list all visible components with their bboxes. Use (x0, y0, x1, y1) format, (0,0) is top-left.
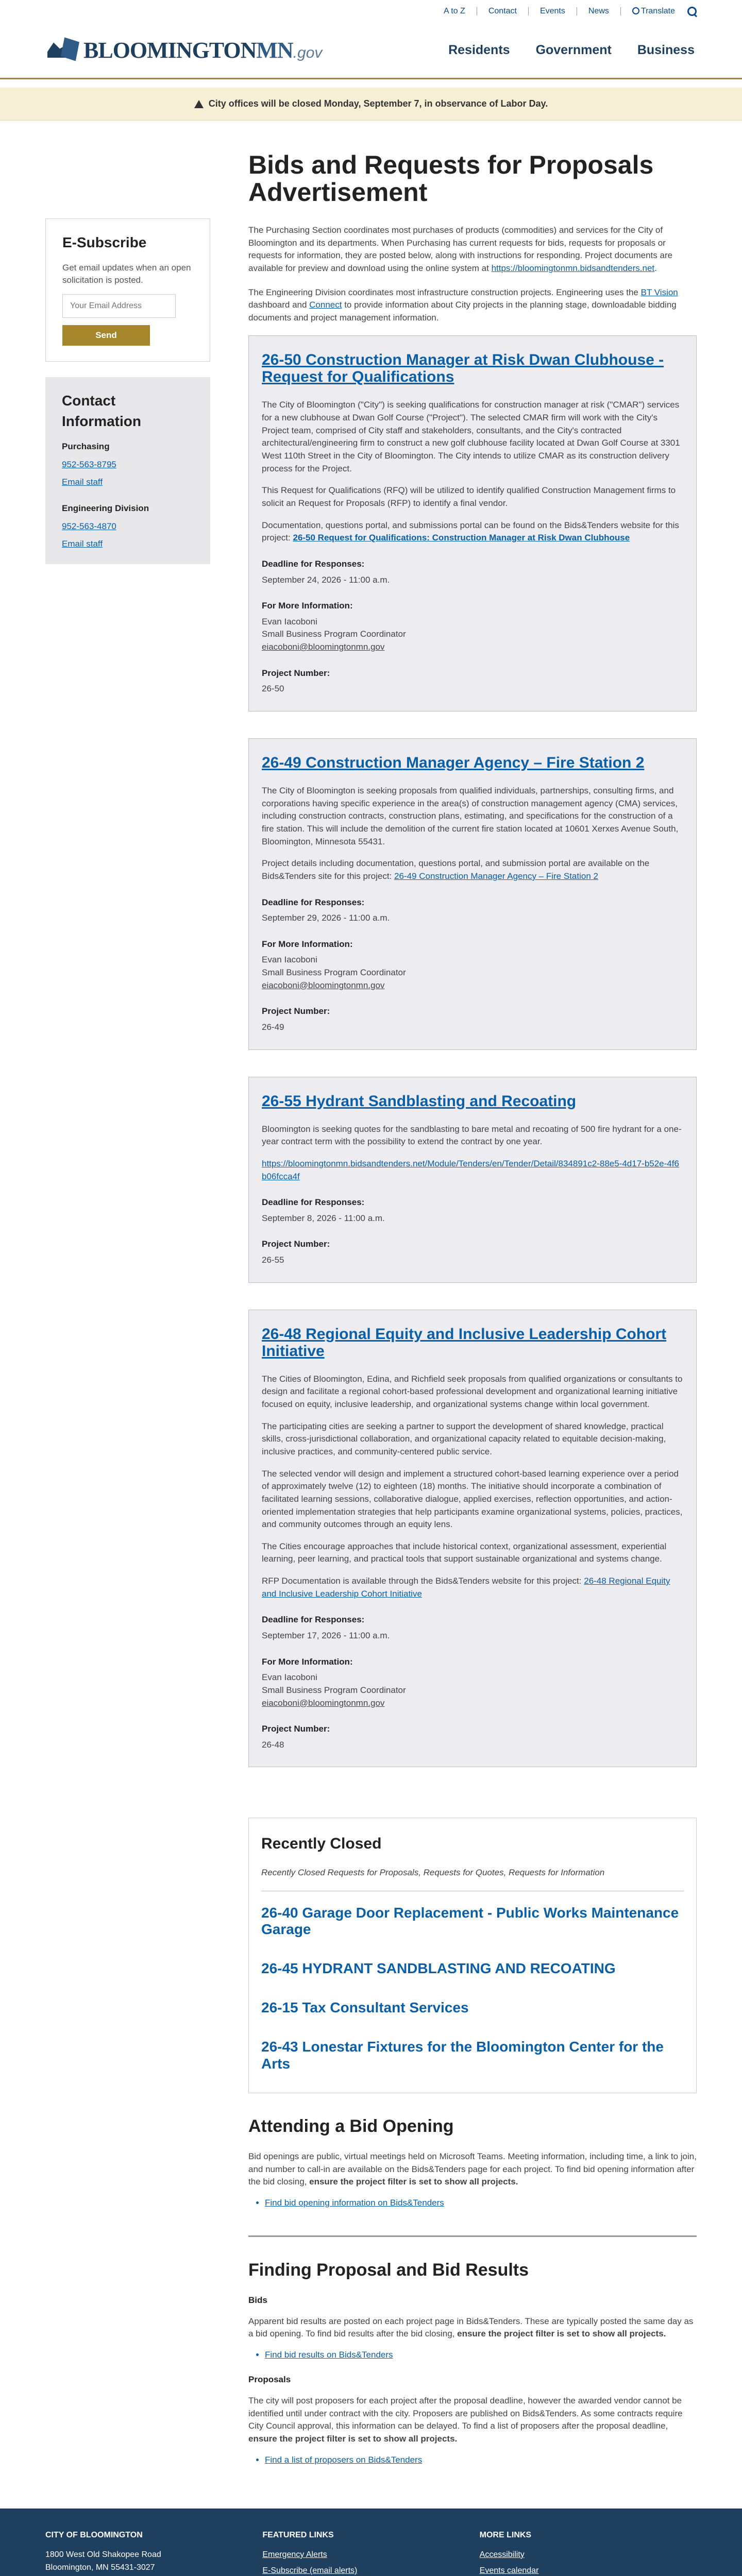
contact-email-link[interactable]: eiacoboni@bloomingtonmn.gov (262, 980, 385, 990)
footer-city-name: CITY OF BLOOMINGTON (45, 2531, 143, 2540)
footer-link[interactable]: Events calendar (479, 2566, 539, 2575)
translate-button[interactable] (632, 5, 675, 17)
logo-state: MN (256, 37, 293, 63)
attending-section (248, 2114, 697, 2237)
bid-document-link[interactable]: 26-50 Request for Qualifications: Construction Manager at Risk Dwan Clubhouse (293, 533, 630, 543)
contact-email-link[interactable]: eiacoboni@bloomingtonmn.gov (262, 642, 385, 652)
list-item (265, 2454, 697, 2467)
more-links-title: MORE LINKS (479, 2531, 532, 2540)
results-section (248, 2258, 697, 2467)
project-number-value: 26-55 (262, 1255, 284, 1265)
intro-text: to provide information about City projects in the planning stage, downloadable bidding documents and project management information. (248, 300, 677, 323)
contact-email-link[interactable]: eiacoboni@bloomingtonmn.gov (262, 1698, 385, 1708)
deadline-label: Deadline for Responses: (262, 1615, 365, 1625)
bid-card (248, 1077, 697, 1283)
deadline-label: Deadline for Responses: (262, 558, 365, 569)
contact-name: Evan Iacoboni (262, 1672, 317, 1683)
bid-text: Documentation, questions portal, and submissions portal can be found on the Bids&Tenders website for this project: (262, 520, 679, 543)
results-title: Finding Proposal and Bid Results (248, 2260, 529, 2280)
main-content (248, 151, 697, 2472)
logo-suffix: .gov (293, 44, 323, 61)
intro (248, 224, 697, 324)
connect-link[interactable]: Connect (309, 300, 342, 310)
footer-address: Bloomington, MN 55431-3027 (45, 2563, 155, 2572)
utility-divider (620, 7, 621, 15)
featured-links-title: FEATURED LINKS (262, 2531, 334, 2540)
more-info-label: For More Information: (262, 1656, 353, 1667)
globe-icon (632, 7, 639, 14)
send-button[interactable]: Send (62, 325, 150, 346)
logo-text (83, 34, 322, 67)
deadline-value: September 8, 2026 - 11:00 a.m. (262, 1213, 385, 1223)
bid-description: This Request for Qualifications (RFQ) will be utilized to identify qualified Construction Management firms to solicit an Request for Proposals (RFP) to identify a final vendor. (262, 485, 676, 508)
deadline-value: September 24, 2026 - 11:00 a.m. (262, 574, 390, 585)
bid-description: The selected vendor will design and implement a structured cohort-based learning experience over a period of approximately twelve (12) to eighteen (18) months. The initiative should incorporate a combination of facilitated learning sessions, collaborative dialogue, applied exercises, reflection opportunities, and action-oriented implementation strategies that help participants examine organizational systems, policies, practices, and community outcomes through an equity lens. (262, 1468, 683, 1530)
intro-text: dashboard and (248, 300, 310, 310)
page-layout (0, 151, 742, 2472)
more-info-label: For More Information: (262, 939, 353, 949)
bid-description (262, 519, 683, 545)
utility-link-contact[interactable]: Contact (488, 7, 517, 16)
subscribe-card (45, 218, 210, 362)
utility-link-news[interactable]: News (588, 7, 609, 16)
attending-emphasis: ensure the project filter is set to show all projects. (309, 2177, 518, 2187)
bids-text (248, 2315, 697, 2341)
bids-body: Apparent bid results are posted on each project page in Bids&Tenders. These are typically posted the same day as a bid opening. To find bid results after the bid closing, (248, 2316, 694, 2339)
bids-label: Bids (248, 2295, 267, 2305)
contact-name: Evan Iacoboni (262, 955, 317, 965)
bid-description: Bloomington is seeking quotes for the sandblasting to bare metal and recoating of 500 fire hydrant for a one-year contract term with the possibility to extend the contract by one year. (262, 1124, 682, 1147)
project-number-label: Project Number: (262, 1006, 330, 1016)
contact-department (62, 502, 194, 551)
bid-description: The Cities encourage approaches that include historical context, organizational assessment, experiential learning, peer learning, and practical tools that support sustainable organizational and systems change. (262, 1541, 667, 1564)
project-number-value: 26-49 (262, 1022, 284, 1032)
utility-link-a-to-z[interactable]: A to Z (444, 7, 465, 16)
nav-residents[interactable]: Residents (448, 43, 510, 58)
alert-text: City offices will be closed Monday, September 7, in observance of Labor Day. (208, 98, 548, 109)
list-item (265, 2349, 697, 2362)
bid-document-link[interactable]: https://bloomingtonmn.bidsandtenders.net/Module/Tenders/en/Tender/Detail/834891c2-88e5-4d17-b52e-4f6b06fcca4f (262, 1158, 679, 1181)
bid-title-link[interactable]: 26-49 Construction Manager Agency – Fire Station 2 (262, 754, 645, 772)
footer-address: 1800 West Old Shakopee Road (45, 2550, 161, 2559)
footer-link[interactable]: Emergency Alerts (262, 2550, 327, 2559)
closed-item-link[interactable]: 26-40 Garage Door Replacement - Public Works Maintenance Garage (261, 1904, 679, 1937)
project-number-label: Project Number: (262, 668, 330, 678)
closed-item-link[interactable]: 26-45 HYDRANT SANDBLASTING AND RECOATING (261, 1960, 616, 1976)
utility-divider (528, 7, 529, 15)
bid-card (248, 335, 697, 711)
intro-text: The Engineering Division coordinates most infrastructure construction projects. Engineering uses the (248, 287, 641, 297)
closed-item-link[interactable]: 26-15 Tax Consultant Services (261, 1999, 469, 2016)
search-icon[interactable] (686, 6, 698, 17)
recently-closed-title: Recently Closed (261, 1835, 382, 1853)
contact-department (62, 440, 194, 489)
contact-title: Small Business Program Coordinator (262, 1685, 406, 1695)
bid-card (248, 1310, 697, 1768)
bid-title-link[interactable]: 26-50 Construction Manager at Risk Dwan Clubhouse - Request for Qualifications (262, 351, 664, 386)
proposals-body: The city will post proposers for each project after the proposal deadline, however the awarded vendor cannot be identified until under contract with the city. Proposers are published on Bids&Tenders. As some contracts require City Council approval, this information can be delayed. To find a list of proposers after the proposal deadline, (248, 2396, 683, 2431)
footer-columns (45, 2529, 697, 2576)
contact-title: Small Business Program Coordinator (262, 629, 406, 639)
deadline-value: September 17, 2026 - 11:00 a.m. (262, 1631, 390, 1640)
contact-title: Small Business Program Coordinator (262, 968, 406, 978)
bid-description: The Cities of Bloomington, Edina, and Richfield seek proposals from qualified organizations or consultants to design and facilitate a regional cohort-based professional development and organizational learning initiative focused on equity, inclusive leadership, and organizational systems change within local government. (262, 1374, 683, 1410)
attending-links (265, 2197, 697, 2210)
more-info-label: For More Information: (262, 601, 353, 611)
department-name: Purchasing (62, 442, 110, 452)
subscribe-title: E-Subscribe (62, 234, 147, 250)
bid-document-link[interactable]: 26-49 Construction Manager Agency – Fire Station 2 (394, 871, 598, 881)
deadline-value: September 29, 2026 - 11:00 a.m. (262, 913, 390, 923)
bidsandtenders-link[interactable]: https://bloomingtonmn.bidsandtenders.net (491, 263, 655, 273)
main-nav (448, 41, 695, 59)
bt-vision-link[interactable]: BT Vision (640, 287, 678, 297)
department-phone-link[interactable]: 952-563-8795 (62, 459, 116, 469)
bid-results-link[interactable]: Find bid results on Bids&Tenders (265, 2349, 393, 2360)
project-number-value: 26-48 (262, 1739, 284, 1750)
bid-description (262, 1575, 683, 1600)
warning-icon (194, 100, 204, 108)
translate-label: Translate (640, 7, 675, 16)
logo-city: BLOOMINGTON (83, 37, 257, 63)
utility-link-events[interactable]: Events (539, 7, 565, 16)
attending-body: Bid openings are public, virtual meetings held on Microsoft Teams. Meeting information, including time, a link to join, and number to call-in are available on the Bids&Tenders page for each project. To find bid opening information after the bid closing, (248, 2151, 697, 2187)
site-logo[interactable] (47, 34, 322, 67)
divider (248, 2235, 697, 2237)
bid-description (262, 857, 683, 883)
intro-paragraph (248, 286, 697, 325)
site-footer (0, 2509, 742, 2576)
bid-description (262, 1158, 683, 1183)
proposals-text (248, 2395, 697, 2446)
bid-card (248, 738, 697, 1050)
department-name: Engineering Division (62, 503, 149, 513)
footer-more-column (480, 2529, 697, 2576)
contact-name: Evan Iacoboni (262, 616, 317, 626)
project-number-label: Project Number: (262, 1239, 330, 1249)
nav-business[interactable]: Business (637, 43, 695, 58)
utility-bar (0, 0, 742, 23)
footer-contact-column (45, 2529, 262, 2576)
footer-link[interactable]: E-Subscribe (email alerts) (262, 2566, 358, 2575)
proposals-links (265, 2454, 697, 2467)
bid-text: RFP Documentation is available through the Bids&Tenders website for this project: (262, 1576, 584, 1586)
deadline-label: Deadline for Responses: (262, 1197, 365, 1208)
proposers-link[interactable]: Find a list of proposers on Bids&Tenders (265, 2454, 423, 2465)
department-phone-link[interactable]: 952-563-4870 (62, 521, 116, 531)
deadline-label: Deadline for Responses: (262, 897, 365, 907)
intro-text: The Purchasing Section coordinates most purchases of products (commodities) and services for the City of Bloomington and its departments. When Purchasing has current requests for bids, requests for proposals or requests for information, they are posted below, along with instructions for responding. Project documents are available for preview and download using the online system at (248, 225, 673, 273)
bids-emphasis: ensure the project filter is set to show all projects. (457, 2329, 666, 2339)
alert-banner (0, 88, 742, 121)
bid-description: The participating cities are seeking a partner to support the development of shared knowledge, practical skills, cross-jurisdictional collaboration, and organizational capacity related to equitable decision-making, inclusive practices, and community-centered public service. (262, 1421, 666, 1456)
page-title: Bids and Requests for Proposals Advertisement (248, 150, 654, 207)
project-number-label: Project Number: (262, 1724, 330, 1734)
closed-item-link[interactable]: 26-43 Lonestar Fixtures for the Bloomington Center for the Arts (261, 2039, 664, 2072)
subscribe-text: Get email updates when an open solicitation is posted. (62, 262, 191, 285)
attending-text (248, 2150, 697, 2189)
list-item (265, 2197, 697, 2210)
attending-title: Attending a Bid Opening (248, 2116, 454, 2136)
department-email-link[interactable]: Email staff (62, 477, 103, 487)
recently-closed-subtitle: Recently Closed Requests for Proposals, Requests for Quotes, Requests for Information (261, 1867, 605, 1877)
nav-government[interactable]: Government (535, 43, 612, 58)
sidebar (45, 151, 210, 2472)
bid-document-link[interactable]: 26-48 Regional Equity and Inclusive Leadership Cohort Initiative (262, 1576, 670, 1599)
bid-description: The City of Bloomington ("City") is seeking qualifications for construction manager at risk ("CMAR") services for a new clubhouse at Dwan Golf Course ("Project"). The selected CMAR firm will work with the City's Project team, comprised of City staff and stakeholders, consultants, and the City's contracted architectural/engineering firm to construct a new golf clubhouse facility located at Dwan Golf Course at 3301 West 110th Street in the City of Bloomington. The City intends to utilize CMAR as its construction delivery process for the Project. (262, 400, 680, 473)
bid-title-link[interactable]: 26-55 Hydrant Sandblasting and Recoating (262, 1092, 577, 1110)
contact-card (45, 377, 210, 564)
proposals-emphasis: ensure the project filter is set to show all projects. (248, 2434, 458, 2444)
proposals-label: Proposals (248, 2375, 291, 2385)
site-header (0, 23, 742, 79)
logo-mark-icon (47, 37, 80, 63)
bid-title-link[interactable]: 26-48 Regional Equity and Inclusive Leadership Cohort Initiative (262, 1325, 667, 1360)
bid-opening-link[interactable]: Find bid opening information on Bids&Tenders (265, 2197, 444, 2208)
department-email-link[interactable]: Email staff (62, 539, 103, 549)
bids-links (265, 2349, 697, 2362)
bid-text: Project details including documentation, questions portal, and submission portal are available on the Bids&Tenders site for this project: (262, 858, 650, 881)
email-field[interactable] (62, 294, 176, 318)
intro-paragraph: The Purchasing Section coordinates most purchases of products (commodities) and services for the City of Bloomington and its departments. When Purchasing has current requests for bids, requests for proposals or requests for information, they are posted below, along with instructions for responding. Project documents are available for preview and download using the online system at https://bloomingtonmn.bidsandtenders.net. (248, 225, 673, 273)
footer-link[interactable]: Accessibility (479, 2550, 525, 2559)
project-number-value: 26-50 (262, 684, 284, 694)
footer-featured-column (262, 2529, 479, 2576)
recently-closed (248, 1818, 697, 2093)
bid-description: The City of Bloomington is seeking proposals from qualified individuals, partnerships, consulting firms, and corporations having specific experience in the area(s) of construction management agency (CMA) services, including construction contracts, construction plans, estimating, and specifications for the construction of a fire station. This will include the demolition of the current fire station located at 10601 Xerxes Avenue South, Bloomington, Minnesota 55431. (262, 786, 679, 846)
contact-title: Contact Information (62, 392, 141, 430)
